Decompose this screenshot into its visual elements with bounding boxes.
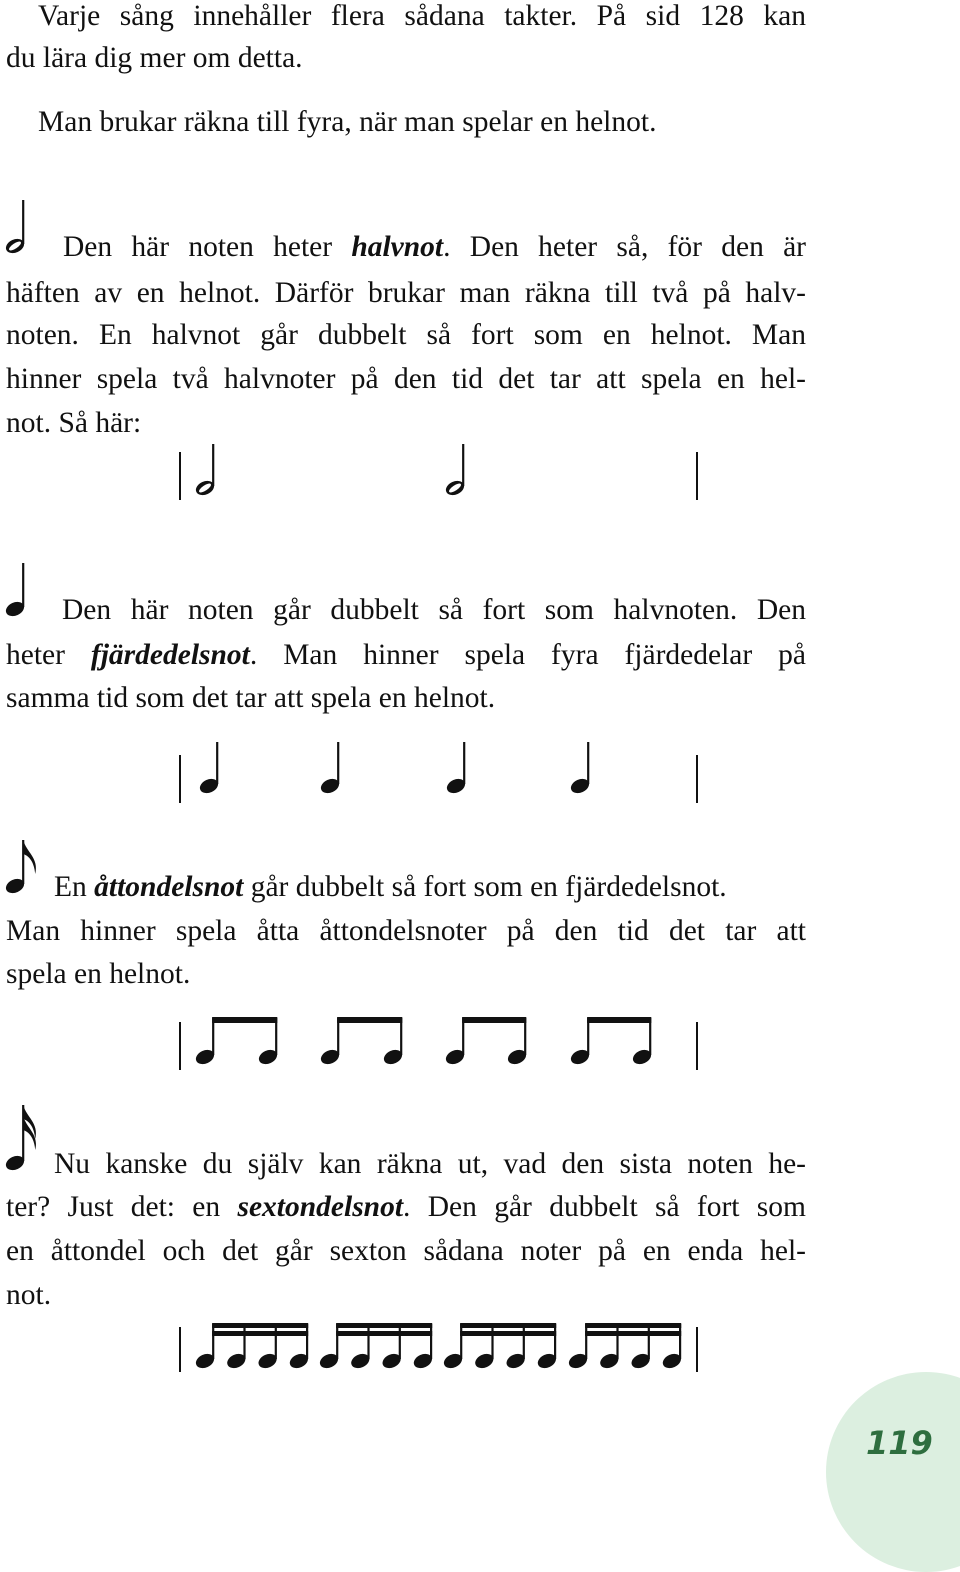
measure-eighth-note	[382, 1018, 405, 1067]
text-line: Den här noten heter halvnot. Den heter så, för den är	[63, 231, 806, 263]
text-line: Man hinner spela åtta åttondelsnoter på den tid det tar att	[6, 915, 806, 947]
text-line: En åttondelsnot går dubbelt så fort som en fjärdedelsnot.	[54, 871, 727, 903]
text-line: noten. En halvnot går dubbelt så fort som en helnot. Man	[6, 319, 806, 351]
quarter-note-icon	[4, 563, 27, 619]
sixteenth-beam	[212, 1323, 308, 1328]
sixteenth-beam	[212, 1331, 308, 1336]
measure-eighth-note	[319, 1018, 342, 1067]
measure-eighth-note	[444, 1018, 467, 1067]
text-line: ter? Just det: en sextondelsnot. Den går dubbelt så fort som	[6, 1191, 806, 1223]
note-icons	[4, 200, 36, 1173]
measure-eighth-note	[194, 1018, 217, 1067]
text-line: heter fjärdedelsnot. Man hinner spela fyra fjärdedelar på	[6, 639, 806, 671]
measure-quarter-note	[445, 742, 468, 796]
page-number: 119	[866, 1424, 933, 1462]
measure-eighth-note	[506, 1018, 529, 1067]
text-line: Man brukar räkna till fyra, när man spelar en helnot.	[38, 106, 657, 138]
text-line: hinner spela två halvnoter på den tid det tar att spela en hel-	[6, 363, 806, 395]
text-line: häften av en helnot. Därför brukar man räkna till två på halv-	[6, 277, 806, 309]
term-halvnot: halvnot	[351, 231, 444, 263]
measure-eighth-note	[631, 1018, 654, 1067]
text-line: en åttondel och det går sexton sådana noter på en enda hel-	[6, 1235, 806, 1267]
eighth-beam	[587, 1017, 651, 1023]
measure-half-note	[444, 444, 467, 498]
eighth-beam	[337, 1017, 402, 1023]
text-line: not. Så här:	[6, 407, 142, 439]
sixteenth-beam	[336, 1323, 432, 1328]
sixteenth-beam	[585, 1323, 681, 1328]
term-attondelsnot: åttondelsnot	[94, 871, 244, 903]
measure-eighth-note	[569, 1018, 592, 1067]
sixteenth-beam	[585, 1331, 681, 1336]
sixteenth-beam	[460, 1331, 556, 1336]
text-line: Nu kanske du själv kan räkna ut, vad den sista noten he-	[54, 1148, 806, 1180]
measure-eighth-note	[257, 1018, 280, 1067]
eighth-note-icon	[4, 840, 36, 896]
measure-quarter-note	[319, 742, 342, 796]
measure-half-note	[194, 444, 217, 498]
text-line: Varje sång innehåller flera sådana takter. På sid 128 kan	[38, 0, 806, 32]
term-fjardedelsnot: fjärdedelsnot	[90, 639, 250, 671]
half-note-icon	[4, 200, 27, 256]
text-line: du lära dig mer om detta.	[6, 42, 303, 74]
eighth-beam	[462, 1017, 526, 1023]
text-line: not.	[6, 1279, 52, 1311]
text-line: samma tid som det tar att spela en helnot.	[6, 682, 496, 714]
eighth-beam	[212, 1017, 277, 1023]
sixteenth-beam	[460, 1323, 556, 1328]
note-measures	[180, 444, 697, 1372]
sixteenth-beam	[336, 1331, 432, 1336]
measure-quarter-note	[569, 742, 592, 796]
sixteenth-note-icon	[4, 1105, 36, 1173]
text-line: Den här noten går dubbelt så fort som halvnoten. Den	[62, 594, 806, 626]
measure-quarter-note	[198, 742, 221, 796]
text-line: spela en helnot.	[6, 958, 191, 990]
term-sextondelsnot: sextondelsnot	[237, 1191, 404, 1223]
